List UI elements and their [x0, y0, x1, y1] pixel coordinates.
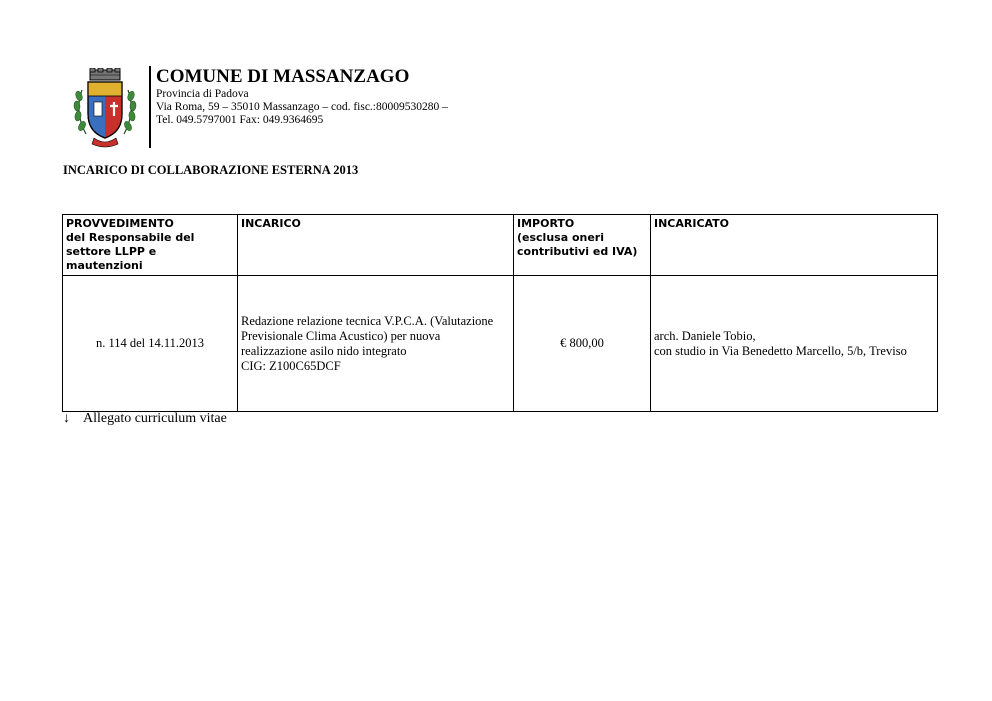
shield-icon — [88, 82, 122, 138]
column-header-incarico: INCARICO — [238, 215, 514, 276]
header-divider — [149, 66, 151, 148]
organization-header — [156, 66, 448, 127]
coat-of-arms-logo — [72, 68, 138, 148]
ribbon-icon — [92, 138, 118, 147]
cell-incarico: Redazione relazione tecnica V.P.C.A. (Valutazione Previsionale Clima Acustico) per nuova realizzazione asilo nido integrato CIG: Z100C65DCF — [238, 276, 514, 412]
document-title: INCARICO DI COLLABORAZIONE ESTERNA 2013 — [63, 163, 359, 177]
assignment-table — [62, 214, 938, 412]
cell-incaricato: arch. Daniele Tobio, con studio in Via Benedetto Marcello, 5/b, Treviso — [651, 276, 938, 412]
down-arrow-icon: ↓ — [63, 411, 70, 426]
organization-address: Via Roma, 59 – 35010 Massanzago – cod. fisc.:80009530280 – — [156, 101, 448, 113]
organization-province: Provincia di Padova — [156, 88, 249, 100]
table-row — [63, 276, 938, 412]
attachment-note — [63, 411, 227, 427]
organization-name: COMUNE DI MASSANZAGO — [156, 66, 410, 87]
column-header-provvedimento: PROVVEDIMENTO del Responsabile del settore LLPP e mautenzioni — [63, 215, 238, 276]
table-header-row — [63, 215, 938, 276]
cell-provvedimento: n. 114 del 14.11.2013 — [63, 276, 238, 412]
organization-contacts: Tel. 049.5797001 Fax: 049.9364695 — [156, 114, 324, 126]
attachment-label: Allegato curriculum vitae — [83, 411, 227, 426]
column-header-incaricato: INCARICATO — [651, 215, 938, 276]
crown-icon — [90, 68, 120, 80]
cell-importo: € 800,00 — [514, 276, 651, 412]
column-header-importo: IMPORTO (esclusa oneri contributivi ed IVA) — [514, 215, 651, 276]
